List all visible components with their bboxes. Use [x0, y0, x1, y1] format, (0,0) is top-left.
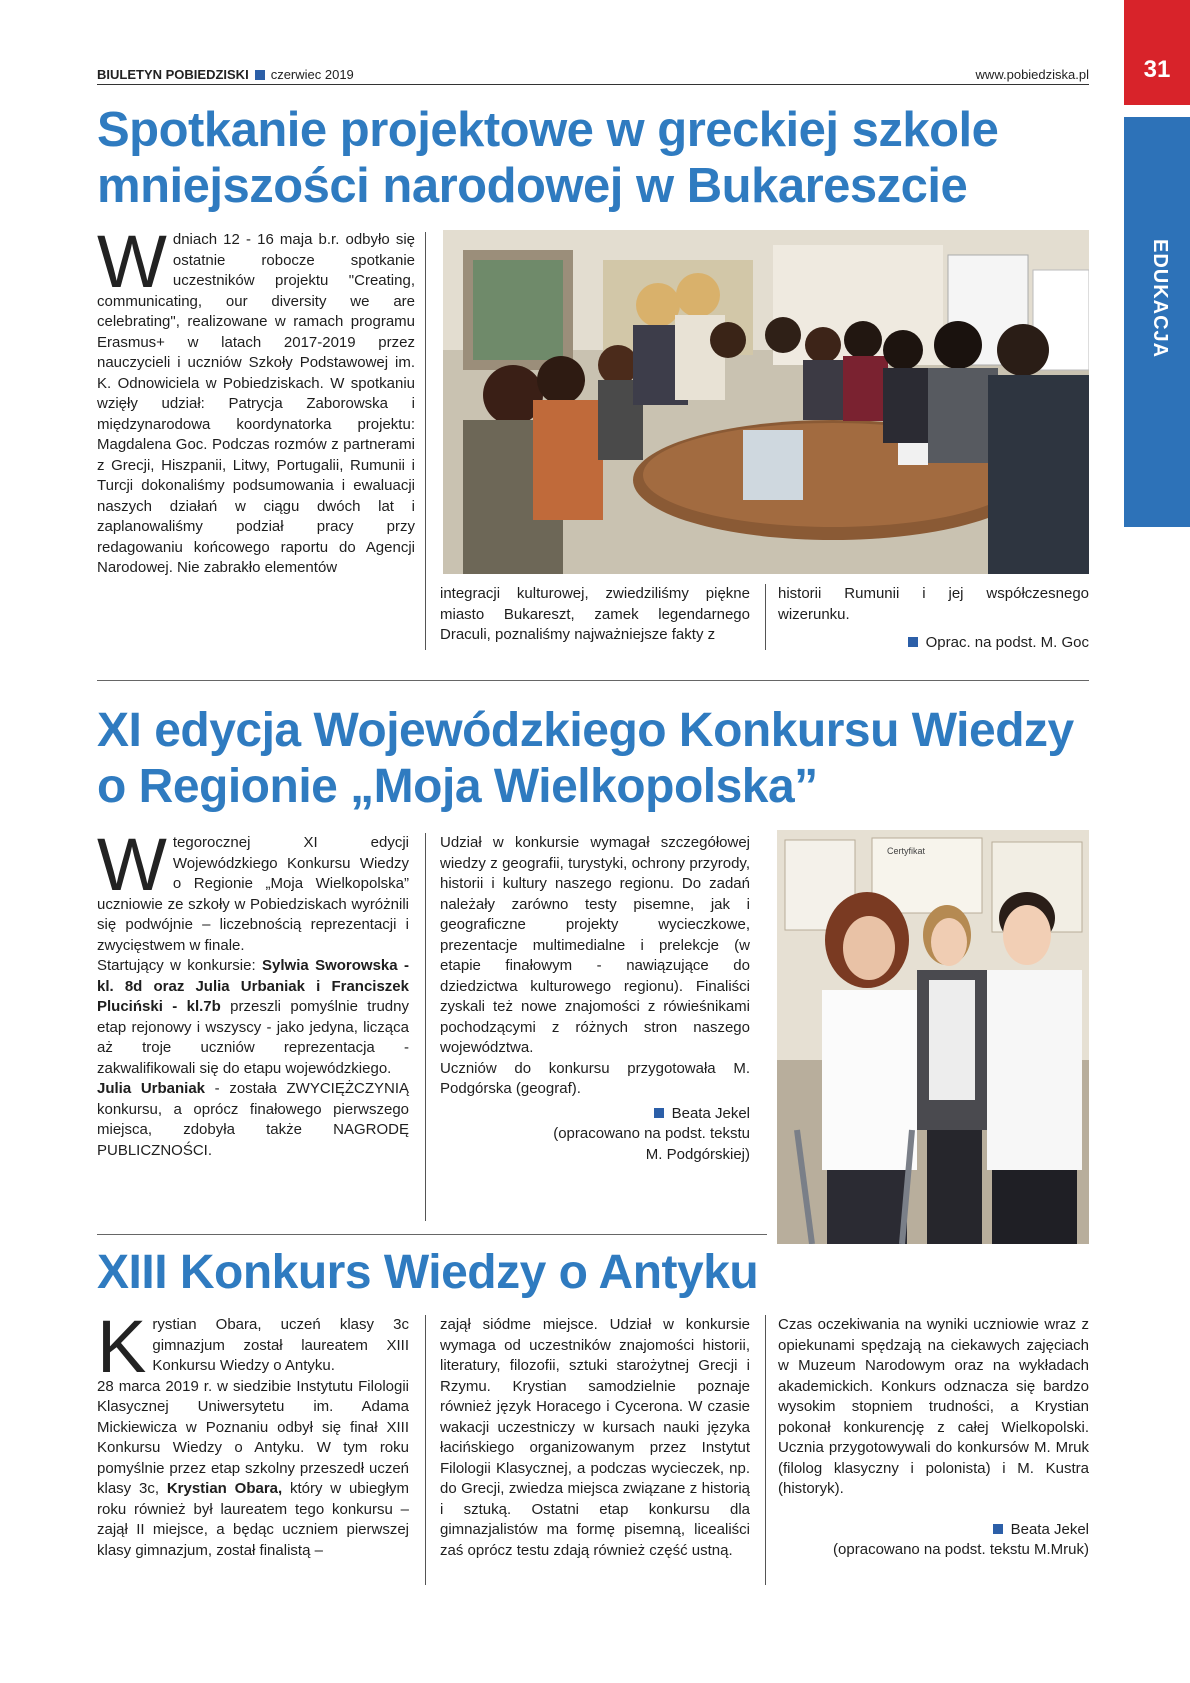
article2-signature-note2: M. Podgórskiej) [645, 1145, 750, 1163]
article2-title-line2: o Regionie „Moja Wielkopolska” [97, 760, 818, 813]
article1-col3-text: historii Rumunii i jej współczesnego wizerunku. [778, 585, 1089, 623]
header-rule [97, 84, 1089, 85]
article3-dropcap: K [97, 1305, 147, 1388]
article1-column3 [778, 584, 1089, 654]
header-square-icon [255, 70, 265, 80]
signature-square-icon [654, 1108, 664, 1118]
article2-col1-c-suffix: - została ZWYCIĘŻCZYNIĄ konkursu, a oprócz finałowego pierwszego miejsca, zdobyła także NAGRODĘ PUBLICZNOŚCI. [97, 1080, 409, 1159]
article2-signature-note1: (opracowano na podst. tekstu [553, 1125, 750, 1142]
section-divider-1 [97, 680, 1089, 681]
article1-dropcap: W [97, 220, 167, 303]
article3-column2: zajął siódme miejsce. Udział w konkursie wymaga od uczestników znajomości historii, literatury, filozofii, sztuki starożytnej Grecji i Rzymu. Krystian samodzielnie poznaje również język Horacego i Cycerona. W czasie wakacji uczestniczy w kursach nauki języka łacińskiego organizowanym przez Instytut Filologii Klasycznej, a podczas wycieczek, np. do Grecji, zwiedza miejsca związane z historią i sztuką. Ostatni etap konkursu dla gimnazjalistów ma formę pisemną, licealiści zaś oprócz testu zdają również część ustną. [440, 1316, 750, 1559]
article2-col2-a: Udział w konkursie wymagał szczegółowej wiedzy z geografii, turystyki, ochrony przyrody, historii i kultury naszego regionu. Do zadań należały zarówno testy pisemne, jak i geograficzne projekty wycieczkowe, prezentacje multimedialne i prelekcje (w etapie finałowym - nawiązujące do dziedzictwa kulturowego regionu). Finaliści zyskali też nowe znajomości z rówieśnikami pochodzącymi z różnych stron naszego województwa. [440, 834, 750, 1056]
page-number-tab [1124, 0, 1190, 105]
article3-separator1 [425, 1315, 426, 1585]
article2-col1-a: tegorocznej XI edycji Wojewódzkiego Konkursu Wiedzy o Regionie „Moja Wielkopolska” uczniowie ze szkoły w Pobiedziskach wyróżnili się podwójnie – liczebnością reprezentacji i zwycięstwem w finale. [97, 834, 409, 954]
running-header [97, 67, 1087, 82]
article1-photo-meeting [443, 230, 1089, 574]
article3-signature [778, 1520, 1089, 1561]
article3-col1-a: rystian Obara, uczeń klasy 3c gimnazjum został laureatem XIII Konkursu Wiedzy o Antyku. [152, 1316, 409, 1374]
article1-separator2 [765, 584, 766, 650]
issue-date: czerwiec 2019 [270, 67, 354, 82]
article1-signature-text: Oprac. na podst. M. Goc [925, 634, 1089, 651]
article2-col1-b-bold: Sylwia Sworowska - kl. 8d oraz Julia Urbaniak i Franciszek Pluciński - kl.7b [97, 957, 409, 1015]
photo-sign-text: Certyfikat [887, 846, 926, 856]
article2-col1-c-bold: Julia Urbaniak [97, 1080, 206, 1097]
signature-square-icon [908, 637, 918, 647]
article3-signature-note: (opracowano na podst. tekstu M.Mruk) [833, 1541, 1089, 1558]
article3-separator2 [765, 1315, 766, 1585]
article2-col1-b-suffix: przeszli pomyślnie trudny etap rejonowy i wszyscy - jako jedyna, licząca aż troje uczniów reprezentacja - zakwalifikowali się do etapu wojewódzkiego. [97, 998, 409, 1077]
meeting-photo-illustration [443, 230, 1089, 574]
article1-title [97, 102, 998, 214]
section-divider-2 [97, 1234, 767, 1235]
article2-col1-b-prefix: Startujący w konkursie: [97, 957, 263, 974]
article2-col2-b: Uczniów do konkursu przygotowała M. Podgórska (geograf). [440, 1059, 750, 1097]
winners-photo-illustration [777, 830, 1089, 1244]
article2-title-line1: XI edycja Wojewódzkiego Konkursu Wiedzy [97, 704, 1074, 757]
article2-photo-winners [777, 830, 1089, 1244]
article3-col3-text: Czas oczekiwania na wyniki uczniowie wraz z opiekunami spędzają na ciekawych zajęciach w Muzeum Narodowym oraz na wykładach akademickich. Konkurs odznacza się bardzo wysokim stopniem trudności, a Krystian pokonał konkurencję z całej Wielkopolski. Ucznia przygotowywali do konkursów M. Mruk (filolog klasyczny i polonista) i M. Kustra (historyk). [778, 1316, 1089, 1497]
article2-column2 [440, 833, 750, 1165]
article3-column1 [97, 1305, 409, 1561]
article2-signature [440, 1104, 750, 1166]
publication-name: BIULETYN POBIEDZISKI [97, 67, 249, 82]
article3-col1-b-bold: Krystian Obara, [166, 1480, 283, 1497]
article3-column3 [778, 1315, 1089, 1561]
article2-title [97, 703, 1074, 815]
website-url: www.pobiedziska.pl [975, 67, 1089, 82]
article3-signature-name: Beata Jekel [1010, 1520, 1089, 1538]
article2-separator1 [425, 833, 426, 1221]
article2-dropcap: W [97, 823, 167, 906]
page-number: 31 [1143, 56, 1171, 83]
article1-title-line1: Spotkanie projektowe w greckiej szkole [97, 103, 999, 157]
section-label: EDUKACJA [1149, 239, 1171, 359]
signature-square-icon [993, 1524, 1003, 1534]
article3-title: XIII Konkurs Wiedzy o Antyku [97, 1246, 759, 1299]
article3-col1-b-prefix: 28 marca 2019 r. w siedzibie Instytutu Filologii Klasycznej Uniwersytetu im. Adama Mickiewicza w Poznaniu odbył się finał XIII Konkursu Wiedzy o Antyku. W tym roku pomyślnie przez etap szkolny przeszedł uczeń klasy 3c, [97, 1377, 409, 1497]
section-tab [1124, 117, 1190, 527]
article2-column1 [97, 823, 409, 1161]
article1-signature [778, 633, 1089, 654]
article3-col1-b-suffix: który w ubiegłym roku również był laureatem tego konkursu – zajął II miejsce, a będąc uczniem pierwszej klasy gimnazjum, został finalistą – [97, 1480, 409, 1559]
article1-column2: integracji kulturowej, zwiedziliśmy piękne miasto Bukareszt, zamek legendarnego Draculi, poznaliśmy najważniejsze fakty z [440, 585, 750, 643]
article1-separator1 [425, 232, 426, 650]
article1-col1-text: dniach 12 - 16 maja b.r. odbyło się ostatnie robocze spotkanie uczestników projektu "Creating, communicating, our diversity we are celebrating", realizowane w ramach programu Erasmus+ w latach 2017-2019 przez nauczycieli i uczniów Szkoły Podstawowej im. K. Odnowiciela w Pobiedziskach. W spotkaniu wzięły udział: Patrycja Zaborowska i międzynarodowa koordynatorka projektu: Magdalena Goc. Podczas rozmów z partnerami z Grecji, Hiszpanii, Litwy, Portugalii, Rumunii i Turcji dokonaliśmy podsumowania i ewaluacji naszych działań w ciągu dwóch lat i zaplanowaliśmy podział pracy przy redagowaniu końcowego raportu do Agencji Narodowej. Nie zabrakło elementów [97, 231, 415, 576]
article2-signature-name: Beata Jekel [671, 1104, 750, 1122]
article1-column1 [97, 220, 415, 579]
article1-title-line2: mniejszości narodowej w Bukareszcie [97, 159, 968, 213]
